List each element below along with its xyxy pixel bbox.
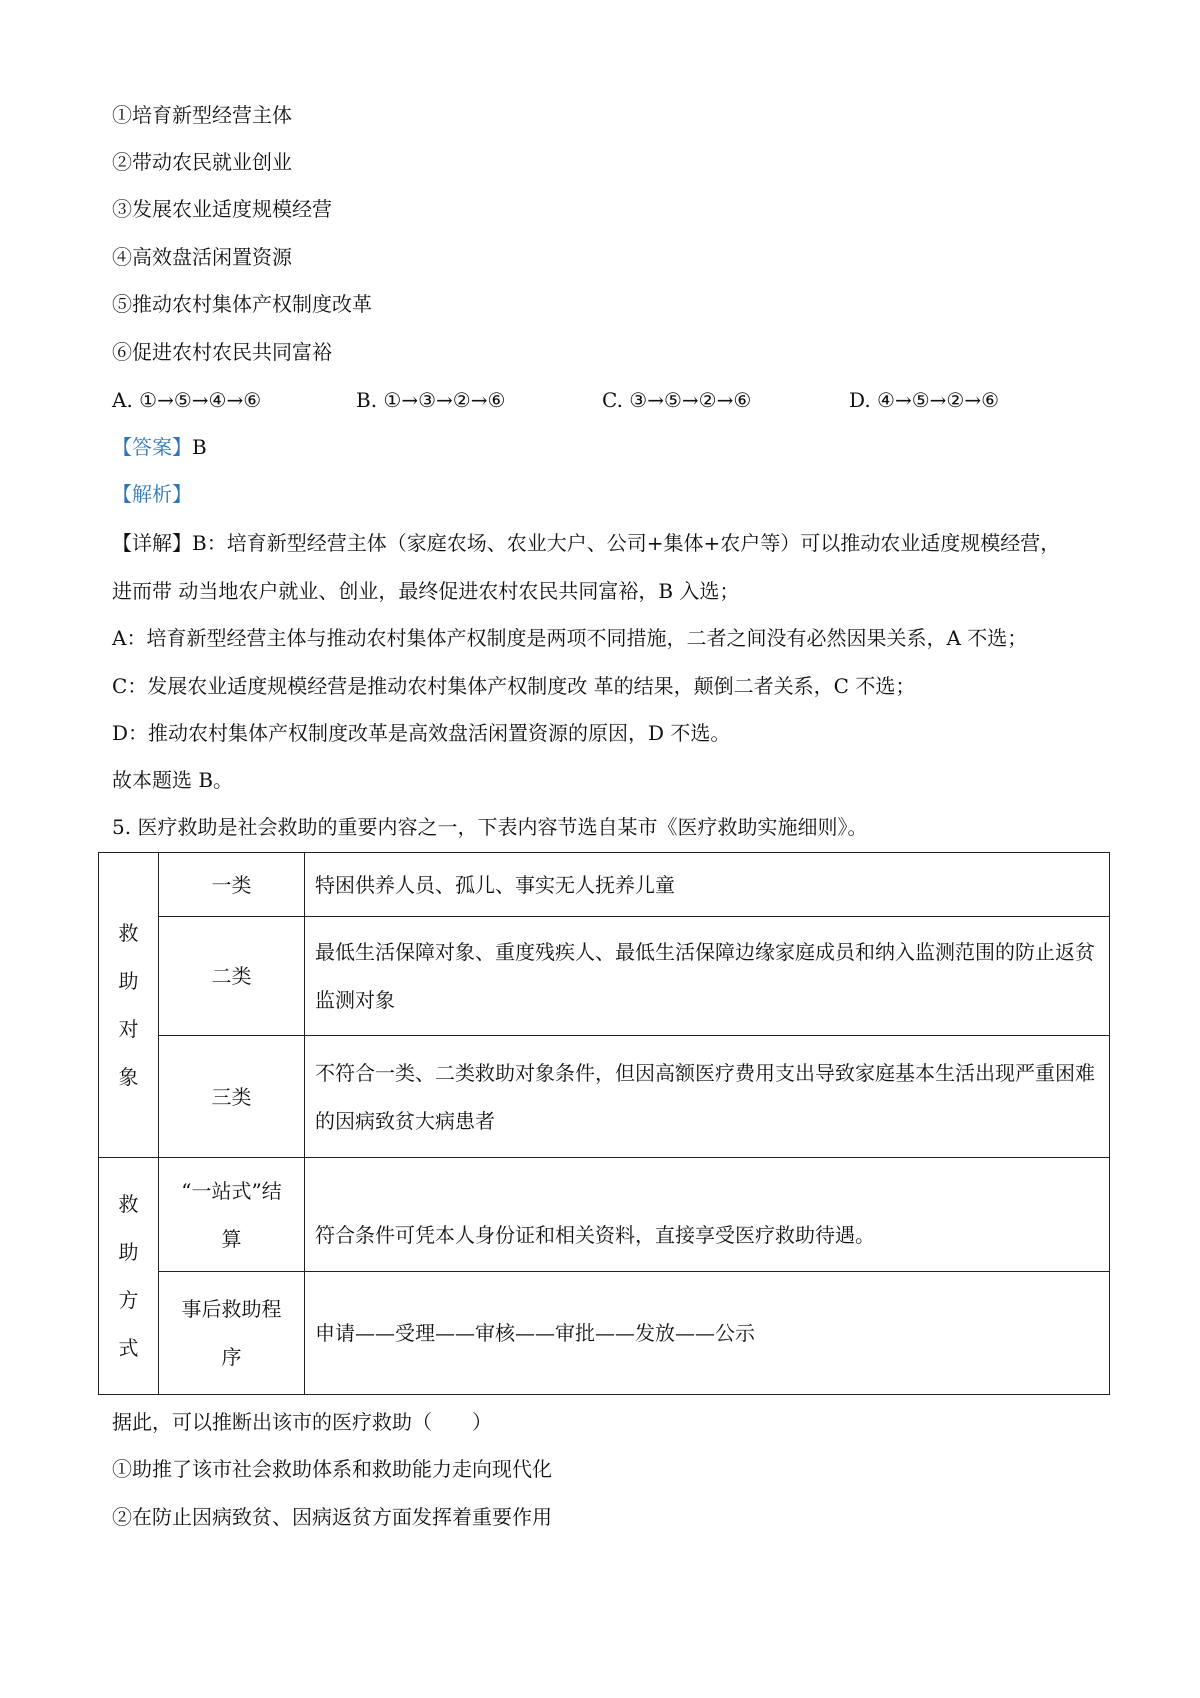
question-5-stem: 5. 医疗救助是社会救助的重要内容之一，下表内容节选自某市《医疗救助实施细则》。 bbox=[112, 815, 868, 839]
detail-tag: 【详解】 bbox=[112, 531, 192, 555]
category-cell: “一站式”结算 bbox=[159, 1158, 305, 1272]
description-cell: 特困供养人员、孤儿、事实无人抚养儿童 bbox=[305, 853, 1110, 917]
option-c: C. ③→⑤→②→⑥ bbox=[602, 388, 752, 412]
description-cell: 申请——受理——审核——审批——发放——公示 bbox=[305, 1272, 1110, 1395]
detail-a: A：培育新型经营主体与推动农村集体产权制度是两项不同措施，二者之间没有必然因果关系，A 不选； bbox=[112, 626, 1028, 650]
answer-line bbox=[112, 433, 207, 461]
question-5-prompt: 据此，可以推断出该市的医疗救助（ ） bbox=[112, 1410, 492, 1434]
description-cell: 不符合一类、二类救助对象条件，但因高额医疗费用支出导致家庭基本生活出现严重困难的因病致贫大病患者 bbox=[305, 1036, 1110, 1158]
category-cell: 事后救助程序 bbox=[159, 1272, 305, 1395]
step-5: ⑤推动农村集体产权制度改革 bbox=[112, 292, 372, 316]
category-cell: 一类 bbox=[159, 853, 305, 917]
detail-d: D：推动农村集体产权制度改革是高效盘活闲置资源的原因，D 不选。 bbox=[112, 721, 731, 745]
answer-tag: 【答案】 bbox=[112, 435, 192, 459]
detail-c: C：发展农业适度规模经营是推动农村集体产权制度改 革的结果，颠倒二者关系，C 不选； bbox=[112, 674, 916, 698]
detail-text-1: B：培育新型经营主体（家庭农场、农业大户、公司+集体+农户等）可以推动农业适度规模经营， bbox=[192, 531, 1061, 555]
conclusion: 故本题选 B。 bbox=[112, 768, 234, 792]
step-3: ③发展农业适度规模经营 bbox=[112, 197, 332, 221]
table-row bbox=[99, 917, 1110, 1036]
aid-table bbox=[98, 852, 1110, 1395]
detail-line-2: 进而带 动当地农户就业、创业，最终促进农村农民共同富裕，B 入选； bbox=[112, 579, 740, 603]
category-cell: 三类 bbox=[159, 1036, 305, 1158]
option-d: D. ④→⑤→②→⑥ bbox=[849, 388, 1000, 412]
answer-value: B bbox=[192, 435, 207, 459]
step-4: ④高效盘活闲置资源 bbox=[112, 245, 292, 269]
table-row bbox=[99, 1158, 1110, 1272]
step-1: ①培育新型经营主体 bbox=[112, 103, 292, 127]
question-5-item-2: ②在防止因病致贫、因病返贫方面发挥着重要作用 bbox=[112, 1505, 552, 1529]
analysis-tag: 【解析】 bbox=[112, 482, 192, 506]
description-cell: 符合条件可凭本人身份证和相关资料，直接享受医疗救助待遇。 bbox=[305, 1158, 1110, 1272]
table-row bbox=[99, 1036, 1110, 1158]
step-6: ⑥促进农村农民共同富裕 bbox=[112, 340, 332, 364]
option-b: B. ①→③→②→⑥ bbox=[356, 388, 506, 412]
step-2: ②带动农民就业创业 bbox=[112, 150, 292, 174]
category-cell: 二类 bbox=[159, 917, 305, 1036]
group-label-recipients: 救助对象 bbox=[99, 853, 159, 1158]
description-cell: 最低生活保障对象、重度残疾人、最低生活保障边缘家庭成员和纳入监测范围的防止返贫监测对象 bbox=[305, 917, 1110, 1036]
option-a: A. ①→⑤→④→⑥ bbox=[112, 388, 262, 412]
question-5-item-1: ①助推了该市社会救助体系和救助能力走向现代化 bbox=[112, 1457, 552, 1481]
detail-line-1 bbox=[112, 529, 1060, 557]
group-label-methods: 救助方式 bbox=[99, 1158, 159, 1395]
table-row bbox=[99, 853, 1110, 917]
table-row bbox=[99, 1272, 1110, 1395]
